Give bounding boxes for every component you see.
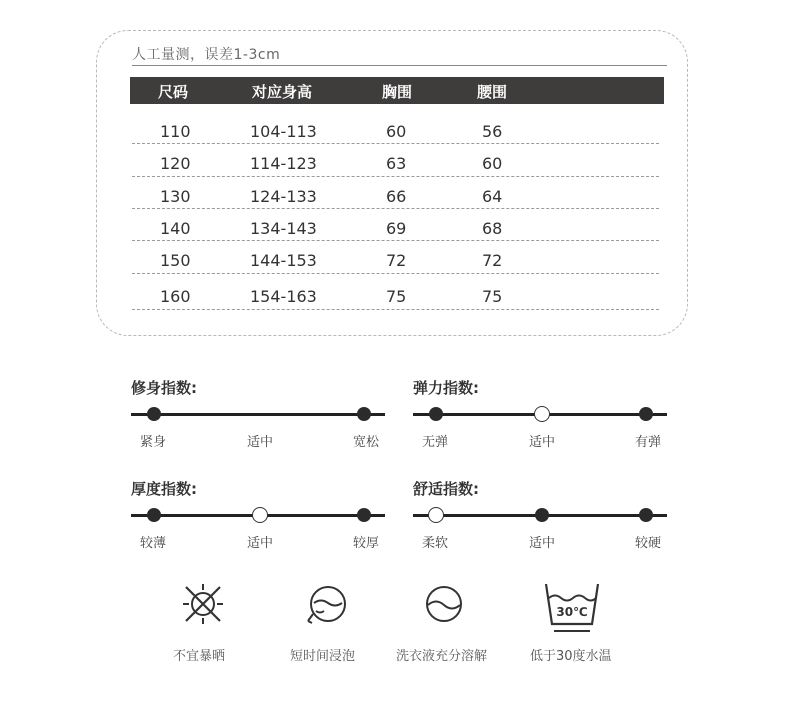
- row-divider: [132, 143, 659, 144]
- fit-index-dot: [357, 407, 371, 421]
- comfort-label-medium: 适中: [529, 536, 556, 551]
- thickness-index-selected-dot: [252, 507, 268, 523]
- stretch-index-dot: [429, 407, 443, 421]
- row-divider: [132, 240, 659, 241]
- note-divider: [132, 65, 667, 66]
- care-wash-30: [512, 580, 632, 636]
- detergent-dissolve-icon: [420, 580, 468, 628]
- fit-label-tight: 紧身: [140, 435, 167, 450]
- cell-size: 120: [160, 154, 191, 173]
- header-size: 尺码: [158, 83, 189, 101]
- cell-size: 150: [160, 251, 191, 270]
- stretch-index-selected-dot: [534, 406, 550, 422]
- row-divider: [132, 309, 659, 310]
- cell-waist: 75: [482, 287, 503, 306]
- measurement-note: 人工量测，误差1-3cm: [132, 47, 281, 63]
- no-sun-exposure-icon: [179, 580, 227, 628]
- cell-chest: 66: [386, 187, 407, 206]
- cell-height: 114-123: [250, 154, 317, 173]
- row-divider: [132, 273, 659, 274]
- fit-index-dot: [147, 407, 161, 421]
- thickness-index-dot: [357, 508, 371, 522]
- cell-waist: 72: [482, 251, 503, 270]
- cell-size: 160: [160, 287, 191, 306]
- comfort-index-dot: [639, 508, 653, 522]
- comfort-index-selected-dot: [428, 507, 444, 523]
- cell-height: 104-113: [250, 122, 317, 141]
- table-row: [132, 187, 659, 219]
- comfort-label-firm: 较硬: [635, 536, 662, 551]
- table-row: [132, 219, 659, 251]
- stretch-label-none: 无弹: [422, 435, 449, 450]
- cell-chest: 75: [386, 287, 407, 306]
- table-row: [132, 154, 659, 186]
- comfort-label-soft: 柔软: [422, 536, 449, 551]
- header-height: 对应身高: [252, 83, 313, 101]
- table-row: [132, 122, 659, 154]
- cell-height: 144-153: [250, 251, 317, 270]
- header-waist: 腰围: [477, 83, 508, 101]
- cell-waist: 68: [482, 219, 503, 238]
- stretch-index-title: 弹力指数:: [413, 379, 479, 397]
- cell-waist: 60: [482, 154, 503, 173]
- wash-temp-text: 30℃: [556, 605, 588, 619]
- care-label-detergent: 洗衣液充分溶解: [396, 649, 488, 664]
- thickness-label-thin: 较薄: [140, 536, 167, 551]
- thickness-index-title: 厚度指数:: [131, 480, 197, 498]
- row-divider: [132, 208, 659, 209]
- stretch-label-medium: 适中: [529, 435, 556, 450]
- stretch-index-dot: [639, 407, 653, 421]
- care-label-short-soak: 短时间浸泡: [290, 649, 356, 664]
- cell-size: 140: [160, 219, 191, 238]
- row-divider: [132, 176, 659, 177]
- cell-chest: 60: [386, 122, 407, 141]
- wash-30c-icon: [540, 580, 604, 636]
- thickness-label-thick: 较厚: [353, 536, 380, 551]
- fit-index-title: 修身指数:: [131, 379, 197, 397]
- thickness-index-dot: [147, 508, 161, 522]
- care-detergent: [384, 580, 504, 628]
- table-row: [132, 251, 659, 283]
- fit-label-loose: 宽松: [353, 435, 380, 450]
- cell-height: 154-163: [250, 287, 317, 306]
- cell-height: 134-143: [250, 219, 317, 238]
- care-no-sun: [143, 580, 263, 628]
- stretch-label-stretchy: 有弹: [635, 435, 662, 450]
- care-label-no-sun: 不宜暴晒: [173, 649, 226, 664]
- care-short-soak: [267, 580, 387, 628]
- cell-size: 130: [160, 187, 191, 206]
- table-row: [132, 287, 659, 319]
- care-label-wash-30: 低于30度水温: [530, 649, 612, 664]
- cell-waist: 56: [482, 122, 503, 141]
- fit-index-track: [131, 413, 385, 416]
- short-soak-icon: [303, 580, 351, 628]
- comfort-index-dot: [535, 508, 549, 522]
- cell-waist: 64: [482, 187, 503, 206]
- cell-chest: 69: [386, 219, 407, 238]
- fit-label-medium: 适中: [247, 435, 274, 450]
- cell-height: 124-133: [250, 187, 317, 206]
- size-table-header: [130, 77, 664, 104]
- cell-chest: 72: [386, 251, 407, 270]
- thickness-label-medium: 适中: [247, 536, 274, 551]
- cell-size: 110: [160, 122, 191, 141]
- header-chest: 胸围: [382, 83, 413, 101]
- cell-chest: 63: [386, 154, 407, 173]
- comfort-index-title: 舒适指数:: [413, 480, 479, 498]
